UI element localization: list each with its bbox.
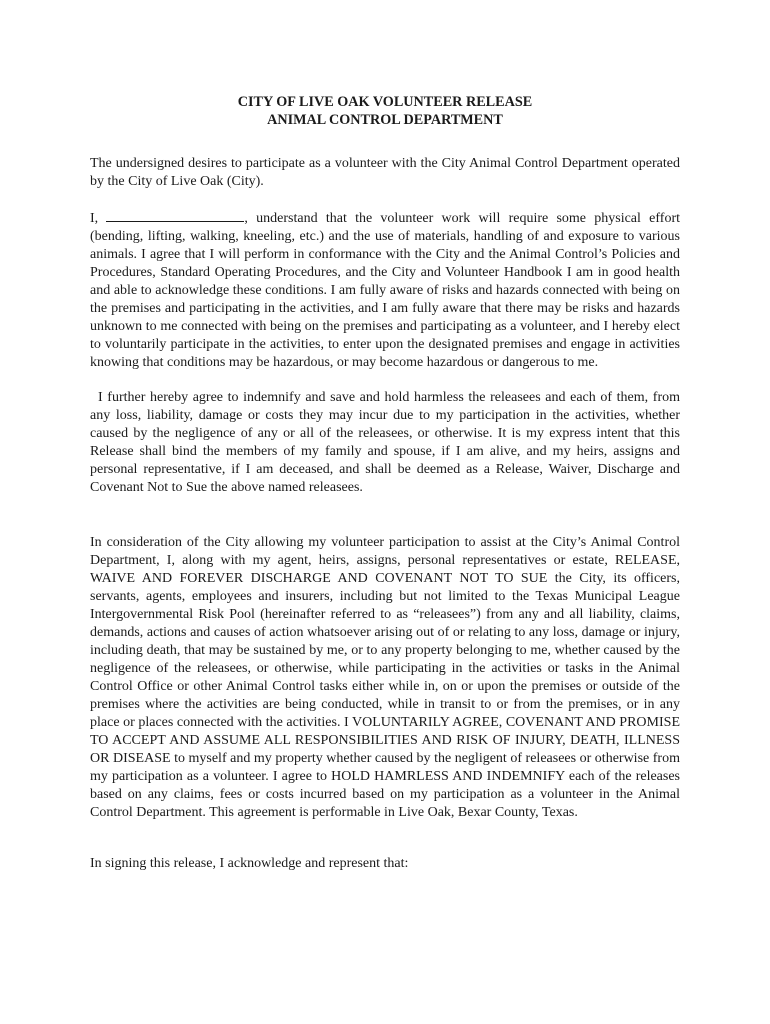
signing-paragraph: In signing this release, I acknowledge and represent that: xyxy=(90,856,409,871)
consideration-paragraph: In consideration of the City allowing my volunteer participation to assist at the City’s Animal Control Department, I, along with my agent, heirs, assigns, personal representatives or estate, RELEASE, WAIVE AND FOREVER DISCHARGE AND COVENANT NOT TO SUE the City, its officers, servants, agents, employees and insurers, including but not limited to the Texas Municipal League Intergovernmental Risk Pool (hereinafter referred to as “releasees”) from any and all liability, claims, demands, actions and causes of action whatsoever arising out of or relating to any loss, damage or injury, including death, that may be sustained by me, or to any property belonging to me, whether caused by the negligence of the releasees, or otherwise, while participating in the activities or tasks in the Animal Control Office or other Animal Control tasks either while in, on or upon the premises or outside of the premises where the activities are being conducted, while in transit to or from the premises, or in any place or places connected with the activities. I VOLUNTARILY AGREE, COVENANT AND PROMISE TO ACCEPT AND ASSUME ALL RESPONSIBILITIES AND RISK OF INJURY, DEATH, ILLNESS OR DISEASE to myself and my property whether caused by the negligent of releasees or otherwise from my participation as a volunteer. I agree to HOLD HAMRLESS AND INDEMNIFY each of the releases based on any claims, fees or costs incurred based on my participation as a volunteer in the Animal Control Department. This agreement is performable in Live Oak, Bexar County, Texas. xyxy=(90,535,680,820)
document-title xyxy=(90,93,680,129)
acknowledgement-prefix: I, xyxy=(90,211,99,226)
document-page xyxy=(90,93,680,873)
acknowledgement-body: , understand that the volunteer work will require some physical effort (bending, lifting, walking, kneeling, etc.) and the use of materials, handling of and exposure to various animals. I agree that I will perform in conformance with the City and the Animal Control’s Policies and Procedures, Standard Operating Procedures, and the City and Volunteer Handbook I am in good health and able to acknowledge these conditions. I am fully aware of risks and hazards connected with being on the premises and participating in the activities, and I am fully aware that there may be risks and hazards unknown to me connected with being on the premises and participating as a volunteer, and I hereby elect to voluntarily participate in the activities, to enter upon the designated premises and engage in activities knowing that conditions may be hazardous, or may become hazardous or dangerous to me. xyxy=(90,211,680,370)
intro-paragraph: The undersigned desires to participate as a volunteer with the City Animal Control Department operated by the City of Live Oak (City). xyxy=(90,156,680,189)
acknowledgement-paragraph xyxy=(90,209,680,372)
title-line-1: CITY OF LIVE OAK VOLUNTEER RELEASE xyxy=(237,94,533,110)
indemnify-paragraph: I further hereby agree to indemnify and save and hold harmless the releasees and each of them, from any loss, liability, damage or costs they may incur due to my participation in the activities, whether caused by the negligence of any or all of the releasees, or otherwise. It is my express intent that this Release shall bind the members of my family and spouse, if I am alive, and my heirs, assigns and personal representative, if I am deceased, and shall be deemed as a Release, Waiver, Discharge and Covenant Not to Sue the above named releasees. xyxy=(90,390,680,495)
title-line-2: ANIMAL CONTROL DEPARTMENT xyxy=(267,112,503,128)
name-blank-line xyxy=(106,209,244,222)
